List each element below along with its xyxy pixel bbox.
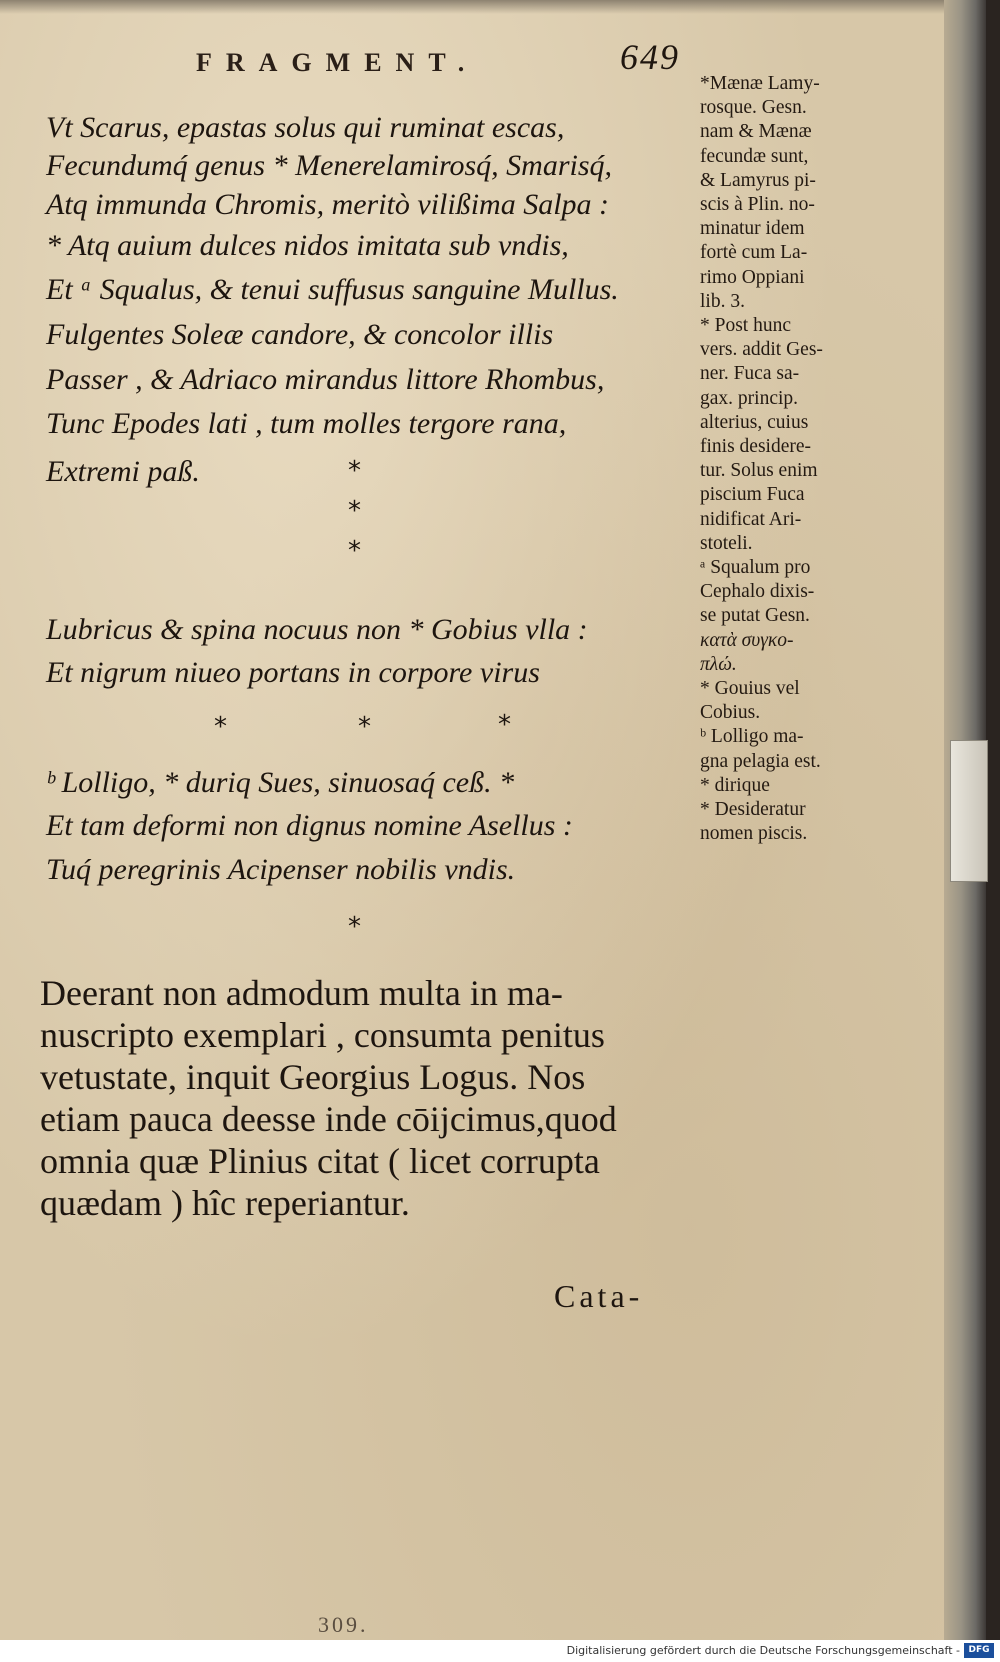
margin-note-line: Cephalo dixis- [700,581,815,603]
verse-line: Extremi paß. [46,455,200,488]
margin-note-line: nomen piscis. [700,823,808,845]
verse-line: Tunc Epodes lati , tum molles tergore rana, [46,407,567,440]
margin-note-line: gax. princip. [700,387,799,409]
signature-mark: 309. [318,1612,369,1637]
margin-note-line: rosque. Gesn. [700,97,807,119]
footer-credit: Digitalisierung gefördert durch die Deutsche Forschungsgemeinschaft - [566,1644,960,1657]
margin-note-line: rimo Oppiani [700,266,805,288]
verse-line: Et tam deformi non dignus nomine Asellus : [46,809,573,842]
margin-note-line: & Lamyrus pi- [700,169,816,191]
prose-paragraph [40,972,700,1224]
page-number: 649 [620,37,680,77]
verse-line: * Atq auium dulces nidos imitata sub vndis, [46,229,569,262]
margin-note-line: tur. Solus enim [700,460,818,482]
lacuna-asterisk: * [348,536,361,566]
lacuna-asterisk: * [214,712,227,742]
lacuna-asterisk: * [358,712,371,742]
margin-note-line: se putat Gesn. [700,605,810,627]
margin-note-line: nidificat Ari- [700,508,802,530]
prose-line: quædam ) hîc reperiantur. [40,1183,410,1223]
verse-line: Fecundumq́ genus * Menerelamirosq́, Smarisq́, [46,149,613,182]
prose-line: vetustate, inquit Georgius Logus. Nos [40,1057,586,1097]
margin-note-line: vers. addit Ges- [700,339,823,361]
margin-note-line: * Gouius vel [700,678,800,700]
verse-line: Atq immunda Chromis, meritò vilißima Salpa : [46,188,610,221]
margin-note-line: stoteli. [700,532,753,554]
margin-note-line: alterius, cuius [700,411,809,433]
marginal-notes [700,72,882,847]
page-top-shadow [0,0,985,14]
margin-note-line: fecundæ sunt, [700,145,809,167]
margin-note-line: * dirique [700,774,770,796]
prose-line: nuscripto exemplari , consumta penitus [40,1015,605,1055]
paper-tab-marker [950,740,988,882]
margin-note-line: Cobius. [700,702,761,724]
lacuna-asterisk: * [348,456,361,486]
margin-note-line: ᵃ Squalum pro [700,557,811,579]
lacuna-asterisk: * [348,496,361,526]
margin-note-line: fortè cum La- [700,242,808,264]
margin-note-line: ᵇ Lolligo ma- [700,726,804,748]
verse-line: Passer , & Adriaco mirandus littore Rhombus, [46,363,605,396]
margin-note-line: * Post hunc [700,315,792,337]
verse-line: Fulgentes Soleæ candore, & concolor illis [46,318,554,351]
verse-line: Et ᵃ Squalus, & tenui suffusus sanguine Mullus. [46,273,619,306]
lacuna-asterisk: * [498,710,511,740]
margin-note-line: minatur idem [700,218,805,240]
verse-line: Et nigrum niueo portans in corpore virus [46,656,540,689]
running-head: FRAGMENT. [196,48,479,77]
verse-line: Tuq́ peregrinis Acipenser nobilis vndis. [46,853,516,886]
margin-note-line: nam & Mænæ [700,121,812,143]
prose-line: omnia quæ Plinius citat ( licet corrupta [40,1141,600,1181]
catchword: Cata- [554,1278,644,1314]
margin-note-line: lib. 3. [700,290,745,312]
verse-line: ᵇ Lolligo, * duriq Sues, sinuosaq́ ceß. * [46,766,515,799]
dfg-logo[interactable]: DFG [964,1643,994,1658]
lacuna-asterisk: * [348,912,361,942]
margin-note-line: piscium Fuca [700,484,805,506]
prose-line: etiam pauca deesse inde cōijcimus,quod [40,1099,617,1139]
margin-note-line: gna pelagia est. [700,750,821,772]
margin-note-line: ner. Fuca sa- [700,363,800,385]
verse-line: Vt Scarus, epastas solus qui ruminat escas, [46,111,565,144]
prose-line: Deerant non admodum multa in ma- [40,973,563,1013]
verse-line: Lubricus & spina nocuus non * Gobius vlla : [46,613,588,646]
margin-note-line: *Mænæ Lamy- [700,73,820,94]
margin-note-line: * Desideratur [700,799,806,821]
margin-note-line: finis desidere- [700,436,812,458]
margin-note-line: πλώ. [700,653,737,675]
margin-note-line: scis à Plin. no- [700,194,815,216]
margin-note-line: κατὰ συγκο- [700,629,794,651]
